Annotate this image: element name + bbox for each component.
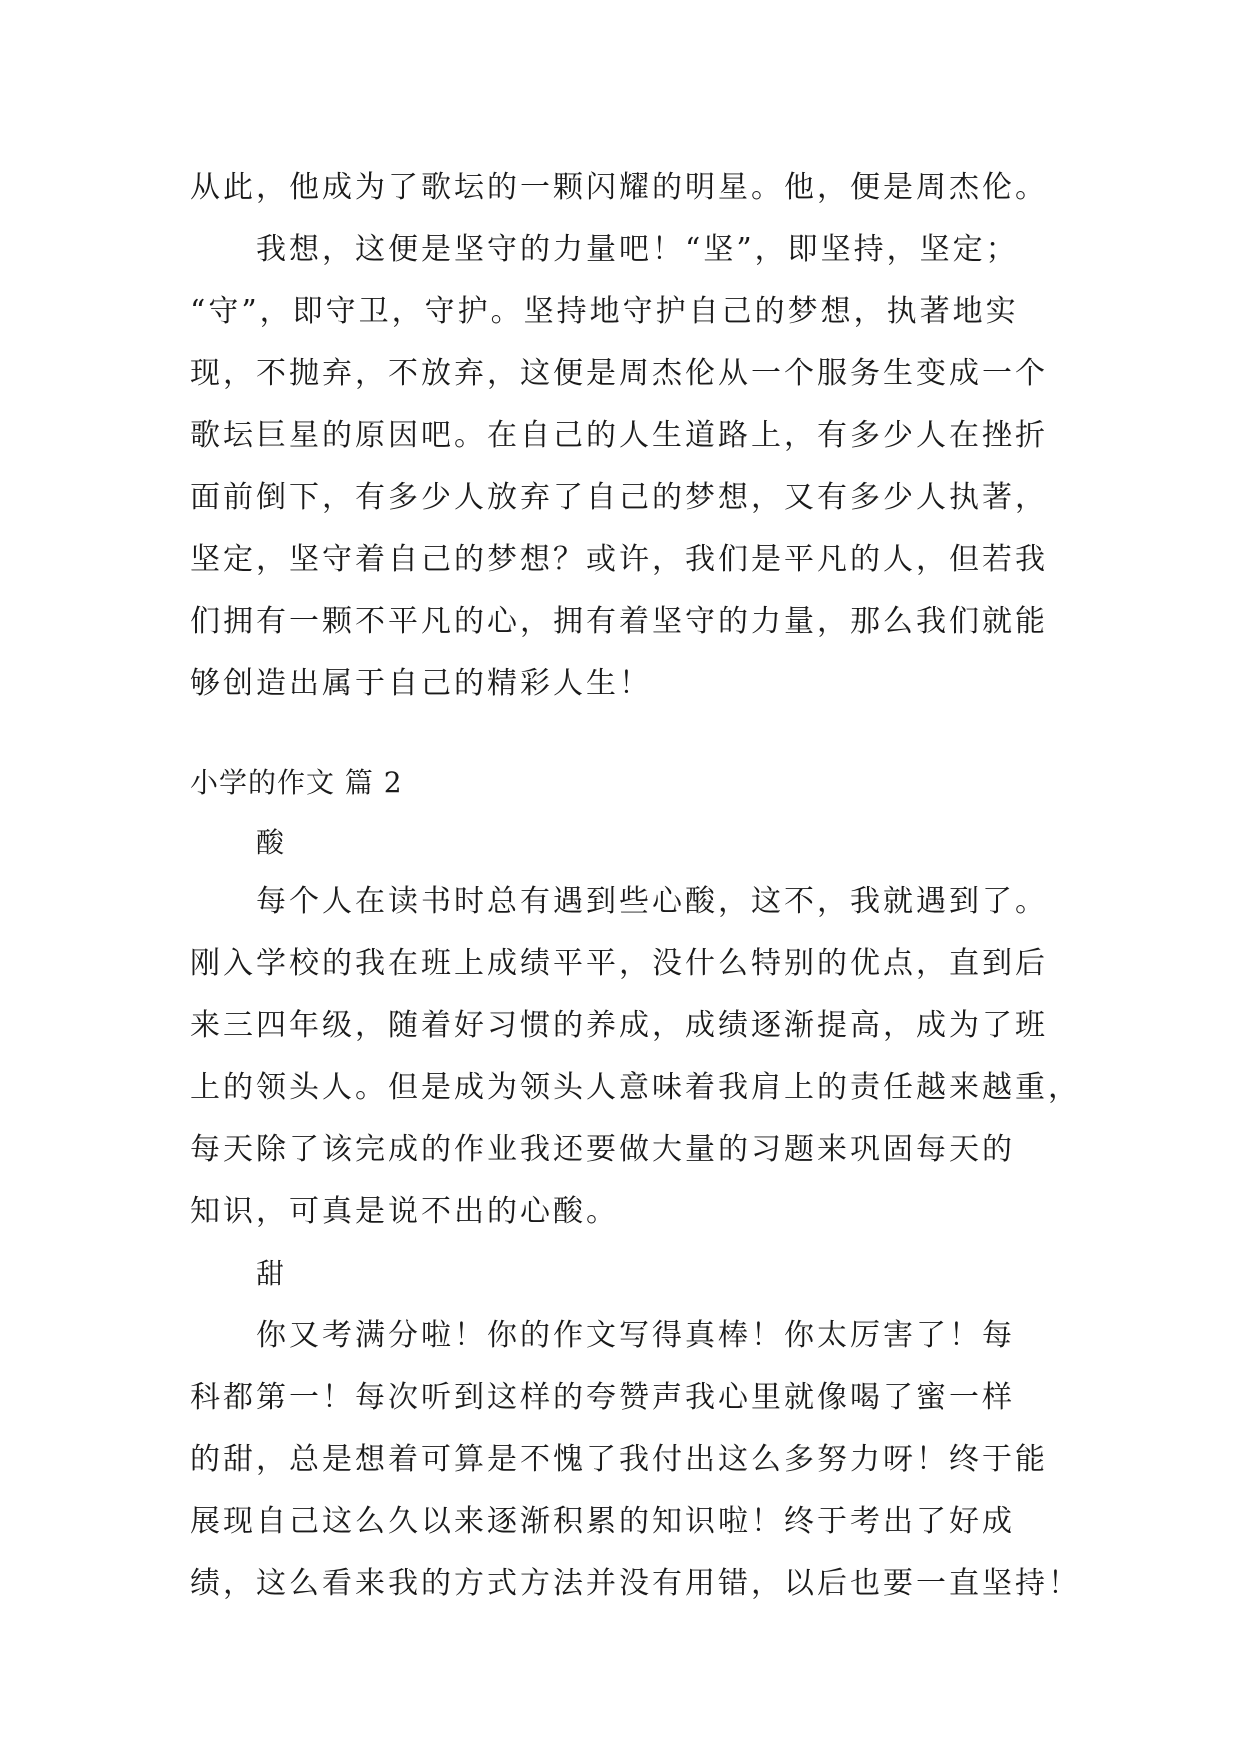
text-line: 歌坛巨星的原因吧。在自己的人生道路上，有多少人在挫折: [190, 418, 1048, 453]
section-title: 小学的作文 篇 2: [190, 766, 403, 799]
text-line: 来三四年级，随着好习惯的养成，成绩逐渐提高，成为了班: [190, 1008, 1048, 1043]
text-line: 上的领头人。但是成为领头人意味着我肩上的责任越来越重，: [190, 1070, 1081, 1105]
paragraph-first-line: 你又考满分啦！你的作文写得真棒！你太厉害了！每: [256, 1318, 1015, 1353]
text-line: 面前倒下，有多少人放弃了自己的梦想，又有多少人执著，: [190, 480, 1048, 515]
text-line: 科都第一！每次听到这样的夸赞声我心里就像喝了蜜一样: [190, 1380, 1015, 1415]
text-line: 每天除了该完成的作业我还要做大量的习题来巩固每天的: [190, 1132, 1015, 1167]
text-line: 现，不抛弃，不放弃，这便是周杰伦从一个服务生变成一个: [190, 356, 1048, 391]
text-line: 绩，这么看来我的方式方法并没有用错，以后也要一直坚持！: [190, 1566, 1081, 1601]
text-line: “守”，即守卫，守护。坚持地守护自己的梦想，执著地实: [190, 294, 1019, 329]
text-line: 刚入学校的我在班上成绩平平，没什么特别的优点，直到后: [190, 946, 1048, 981]
paragraph-first-line: 我想，这便是坚守的力量吧！“坚”，即坚持，坚定；: [256, 232, 1019, 267]
text-line: 展现自己这么久以来逐渐积累的知识啦！终于考出了好成: [190, 1504, 1015, 1539]
text-line: 们拥有一颗不平凡的心，拥有着坚守的力量，那么我们就能: [190, 604, 1048, 639]
paragraph-first-line: 每个人在读书时总有遇到些心酸，这不，我就遇到了。: [256, 884, 1048, 919]
subheading-sour: 酸: [256, 826, 286, 859]
text-line: 从此，他成为了歌坛的一颗闪耀的明星。他，便是周杰伦。: [190, 170, 1048, 205]
text-line: 坚定，坚守着自己的梦想？或许，我们是平凡的人，但若我: [190, 542, 1048, 577]
text-line: 的甜，总是想着可算是不愧了我付出这么多努力呀！终于能: [190, 1442, 1048, 1477]
subheading-sweet: 甜: [256, 1257, 286, 1290]
text-line: 知识，可真是说不出的心酸。: [190, 1194, 619, 1229]
text-line: 够创造出属于自己的精彩人生！: [190, 666, 652, 701]
